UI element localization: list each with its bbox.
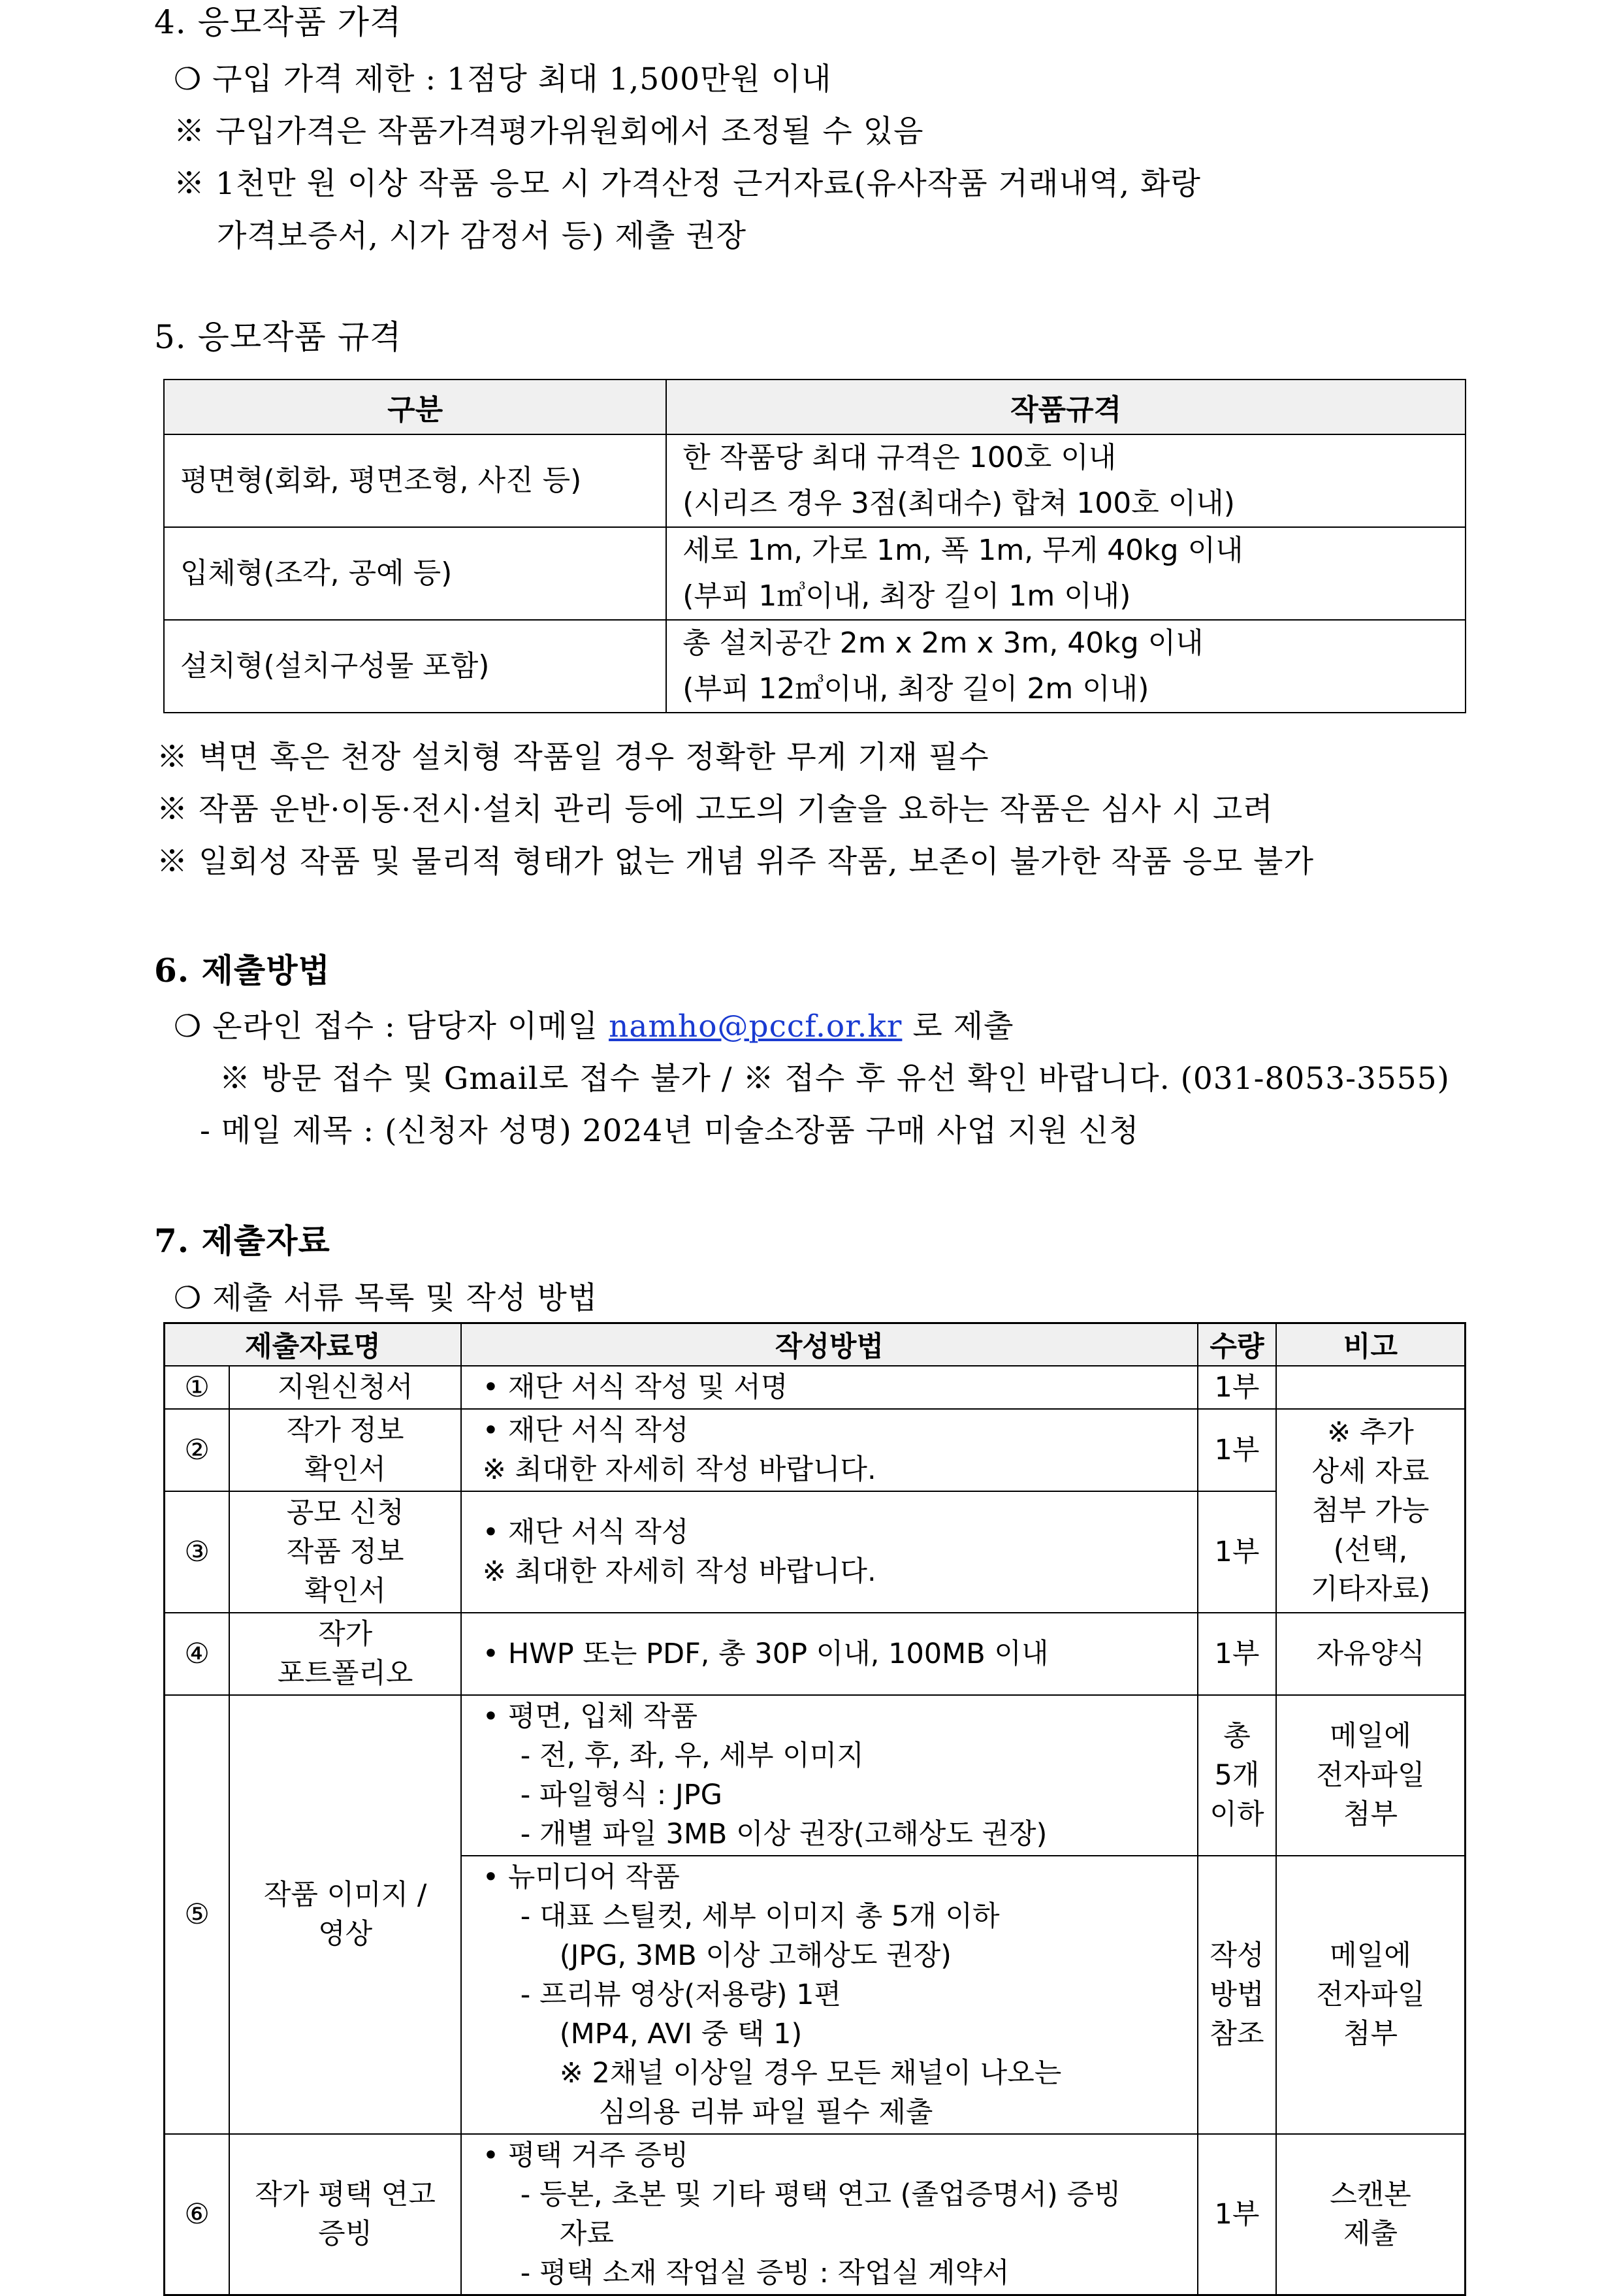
- circle-bullet-icon: ❍: [174, 1280, 202, 1316]
- doc-header-row: [165, 1323, 1466, 1366]
- row-number: ①: [165, 1366, 230, 1409]
- row-qty: 1부: [1198, 1491, 1276, 1613]
- section7-subtitle: ❍ 제출 서류 목록 및 작성 방법: [174, 1280, 598, 1316]
- row-method: • HWP 또는 PDF, 총 30P 이내, 100MB 이내: [461, 1613, 1198, 1695]
- spec-row: [164, 434, 1466, 527]
- row-number: ④: [165, 1613, 230, 1695]
- section4-title: 4. 응모작품 가격: [154, 3, 402, 41]
- spec-row: [164, 620, 1466, 713]
- reference-mark-icon: ※: [174, 114, 205, 150]
- row-method: • 재단 서식 작성 ※ 최대한 자세히 작성 바랍니다.: [461, 1409, 1198, 1491]
- spec-note: ※ 일회성 작품 및 물리적 형태가 없는 개념 위주 작품, 보존이 불가한 작품 응모 불가: [157, 844, 1314, 880]
- table-row: [165, 1491, 1466, 1613]
- spec-note: ※ 벽면 혹은 천장 설치형 작품일 경우 정확한 무게 기재 필수: [157, 739, 989, 775]
- row-method: • 재단 서식 작성 및 서명: [461, 1366, 1198, 1409]
- row-note: 메일에 전자파일 첨부: [1276, 1856, 1466, 2134]
- circle-bullet-icon: ❍: [174, 61, 202, 97]
- spec-table: [163, 379, 1466, 713]
- table-row: [165, 1409, 1466, 1491]
- row-number: ②: [165, 1409, 230, 1491]
- row-qty: 1부: [1198, 2134, 1276, 2295]
- row-method: • 평택 거주 증빙 - 등본, 초본 및 기타 평택 연고 (졸업증명서) 증빙 자료 - 평택 소재 작업실 증빙 : 작업실 계약서: [461, 2134, 1198, 2295]
- row-doc-name: 작가 포트폴리오: [229, 1613, 460, 1695]
- section4-note1: ※ 구입가격은 작품가격평가위원회에서 조정될 수 있음: [174, 114, 924, 150]
- spec-value: 한 작품당 최대 규격은 100호 이내 (시리즈 경우 3점(최대수) 합쳐 100호 이내): [666, 434, 1466, 527]
- reference-mark-icon: ※: [157, 739, 188, 775]
- doc-header-qty: 수량: [1198, 1323, 1276, 1366]
- table-row: [165, 1613, 1466, 1695]
- row-qty: 1부: [1198, 1409, 1276, 1491]
- doc-header-method: 작성방법: [461, 1323, 1198, 1366]
- row-note: [1276, 1366, 1466, 1409]
- bullet-icon: •: [482, 1638, 500, 1670]
- section4-limit: ❍ 구입 가격 제한 : 1점당 최대 1,500만원 이내: [174, 61, 832, 97]
- row-qty: 1부: [1198, 1366, 1276, 1409]
- row-qty: 1부: [1198, 1613, 1276, 1695]
- circle-bullet-icon: ❍: [174, 1009, 202, 1044]
- section6-title: 6. 제출방법: [154, 951, 330, 990]
- row-number: ⑥: [165, 2134, 230, 2295]
- spec-value: 세로 1m, 가로 1m, 폭 1m, 무게 40kg 이내 (부피 1㎥이내, 최장 길이 1m 이내): [666, 527, 1466, 620]
- row-method: • 뉴미디어 작품 - 대표 스틸컷, 세부 이미지 총 5개 이하 (JPG, 3MB 이상 고해상도 권장) - 프리뷰 영상(저용량) 1편 (MP4, AVI 중 택 1) ※ 2채널 이상일 경우 모든 채널이 나오는 심의용 리뷰 파일 필수 제출: [461, 1856, 1198, 2134]
- spec-note: ※ 작품 운반·이동·전시·설치 관리 등에 고도의 기술을 요하는 작품은 심사 시 고려: [157, 792, 1274, 828]
- row-qty: 작성 방법 참조: [1198, 1856, 1276, 2134]
- row-number: ③: [165, 1491, 230, 1613]
- bullet-icon: •: [482, 1516, 500, 1549]
- section4-note2: ※ 1천만 원 이상 작품 응모 시 가격산정 근거자료(유사작품 거래내역, 화랑: [174, 166, 1201, 202]
- reference-mark-icon: ※: [174, 166, 205, 202]
- doc-header-name: 제출자료명: [165, 1323, 461, 1366]
- spec-header-spec: 작품규격: [666, 380, 1466, 434]
- row-note: 메일에 전자파일 첨부: [1276, 1695, 1466, 1856]
- section7-title: 7. 제출자료: [154, 1221, 330, 1260]
- online-submission: ❍ 온라인 접수 : 담당자 이메일 namho@pccf.or.kr 로 제출: [174, 1009, 1014, 1044]
- row-method: • 재단 서식 작성 ※ 최대한 자세히 작성 바랍니다.: [461, 1491, 1198, 1613]
- row-doc-name: 지원신청서: [229, 1366, 460, 1409]
- row-doc-name: 작가 평택 연고 증빙: [229, 2134, 460, 2295]
- spec-type: 평면형(회화, 평면조형, 사진 등): [164, 434, 666, 527]
- row-doc-name: 공모 신청 작품 정보 확인서: [229, 1491, 460, 1613]
- section4-note2-cont: 가격보증서, 시가 감정서 등) 제출 권장: [217, 218, 747, 254]
- spec-header-row: [164, 380, 1466, 434]
- table-row: [165, 1366, 1466, 1409]
- row-note: ※ 추가 상세 자료 첨부 가능 (선택, 기타자료): [1276, 1409, 1466, 1613]
- mail-subject: - 메일 제목 : (신청자 성명) 2024년 미술소장품 구매 사업 지원 신청: [200, 1113, 1140, 1149]
- spec-value: 총 설치공간 2m x 2m x 3m, 40kg 이내 (부피 12㎥이내, 최장 길이 2m 이내): [666, 620, 1466, 713]
- spec-row: [164, 527, 1466, 620]
- reference-mark-icon: ※: [157, 792, 188, 828]
- row-doc-name: 작품 이미지 / 영상: [229, 1695, 460, 2134]
- row-note: 자유양식: [1276, 1613, 1466, 1695]
- row-doc-name: 작가 정보 확인서: [229, 1409, 460, 1491]
- doc-header-note: 비고: [1276, 1323, 1466, 1366]
- row-number: ⑤: [165, 1695, 230, 2134]
- bullet-icon: •: [482, 1700, 500, 1733]
- row-method: • 평면, 입체 작품 - 전, 후, 좌, 우, 세부 이미지 - 파일형식 : JPG - 개별 파일 3MB 이상 권장(고해상도 권장): [461, 1695, 1198, 1856]
- table-row: [165, 2134, 1466, 2295]
- section5-title: 5. 응모작품 규격: [154, 318, 402, 356]
- spec-type: 입체형(조각, 공예 등): [164, 527, 666, 620]
- row-qty: 총 5개 이하: [1198, 1695, 1276, 1856]
- row-note: 스캔본 제출: [1276, 2134, 1466, 2295]
- documents-table: [163, 1322, 1466, 2296]
- bullet-icon: •: [482, 2139, 500, 2172]
- reference-mark-icon: ※: [157, 844, 188, 880]
- spec-header-type: 구분: [164, 380, 666, 434]
- spec-type: 설치형(설치구성물 포함): [164, 620, 666, 713]
- bullet-icon: •: [482, 1414, 500, 1447]
- bullet-icon: •: [482, 1861, 500, 1894]
- bullet-icon: •: [482, 1371, 500, 1404]
- table-row: [165, 1695, 1466, 1856]
- submission-note: ※ 방문 접수 및 Gmail로 접수 불가 / ※ 접수 후 유선 확인 바랍니다. (031-8053-3555): [219, 1061, 1450, 1097]
- email-link[interactable]: namho@pccf.or.kr: [609, 1009, 903, 1044]
